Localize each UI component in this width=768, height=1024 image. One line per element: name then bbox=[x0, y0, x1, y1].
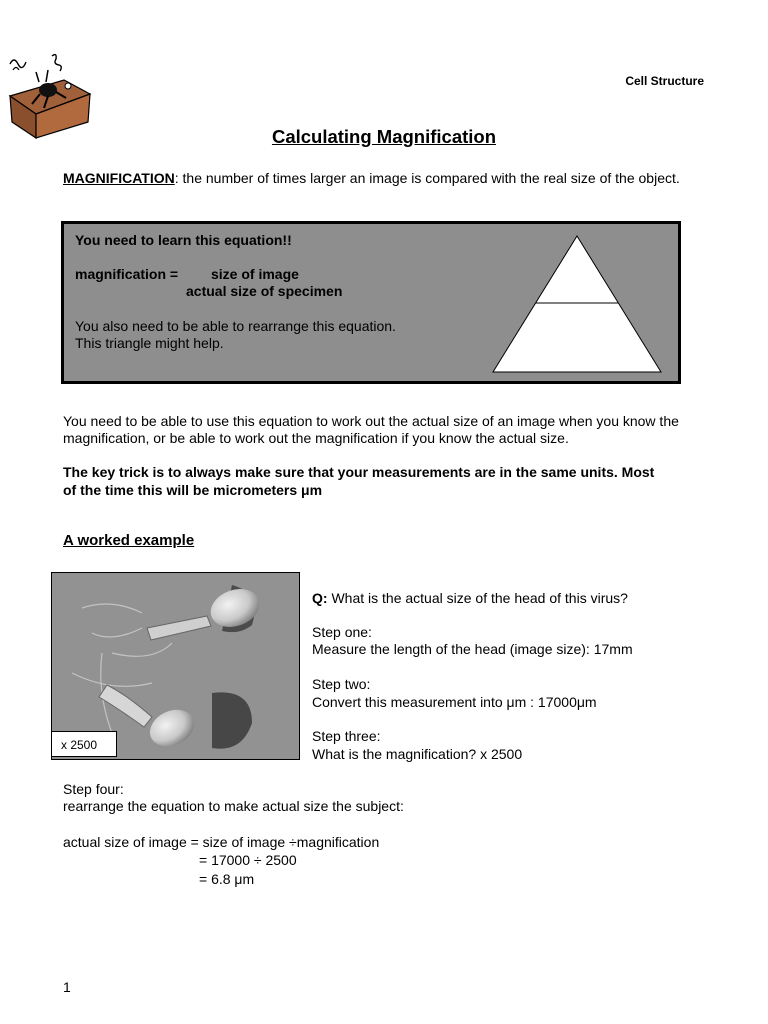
step4-text: rearrange the equation to make actual size the subject: bbox=[63, 798, 404, 814]
calculation-line-2: = 17000 ÷ 2500 bbox=[199, 852, 297, 868]
question-text: What is the actual size of the head of this virus? bbox=[327, 590, 628, 606]
key-trick-line-1: The key trick is to always make sure that your measurements are in the same units. Most bbox=[63, 464, 655, 480]
definition-term: MAGNIFICATION bbox=[63, 170, 175, 186]
definition-paragraph bbox=[63, 170, 703, 187]
key-trick-line-2: of the time this will be micrometers μm bbox=[63, 482, 323, 498]
step1-text: Measure the length of the head (image size): 17mm bbox=[312, 641, 633, 657]
step2-text: Convert this measurement into μm : 17000μm bbox=[312, 694, 597, 710]
step3-text: What is the magnification? x 2500 bbox=[312, 746, 523, 762]
step1-title: Step one: bbox=[312, 624, 372, 640]
magnification-label: x 2500 bbox=[51, 731, 117, 757]
step4-title: Step four: bbox=[63, 781, 124, 797]
worked-example-heading: A worked example bbox=[63, 532, 195, 549]
instruction-paragraph: You need to be able to use this equation to work out the actual size of an image when you know the magnification, or be able to work out the magnification if you know the actual size. bbox=[63, 413, 679, 446]
page-number: 1 bbox=[63, 979, 71, 995]
equation-denominator: actual size of specimen bbox=[186, 283, 343, 299]
question-label: Q: bbox=[312, 590, 328, 606]
equation-heading: You need to learn this equation!! bbox=[75, 232, 292, 248]
equation-triangle bbox=[491, 234, 663, 374]
step2-title: Step two: bbox=[312, 676, 371, 692]
equation-box bbox=[61, 221, 681, 384]
step3-title: Step three: bbox=[312, 728, 381, 744]
calculation-line-1: actual size of image = size of image ÷magnification bbox=[63, 834, 380, 850]
question-line bbox=[312, 590, 732, 607]
definition-text: : the number of times larger an image is compared with the real size of the object. bbox=[174, 170, 680, 186]
equation-numerator: size of image bbox=[211, 266, 299, 282]
equation-note-line-2: This triangle might help. bbox=[75, 335, 224, 351]
equation-lhs: magnification = bbox=[75, 266, 179, 282]
equation-note-line-1: You also need to be able to rearrange this equation. bbox=[75, 318, 396, 334]
calculation-line-3: = 6.8 μm bbox=[199, 871, 255, 887]
section-title: Cell Structure bbox=[625, 74, 704, 88]
page-title: Calculating Magnification bbox=[271, 126, 497, 147]
